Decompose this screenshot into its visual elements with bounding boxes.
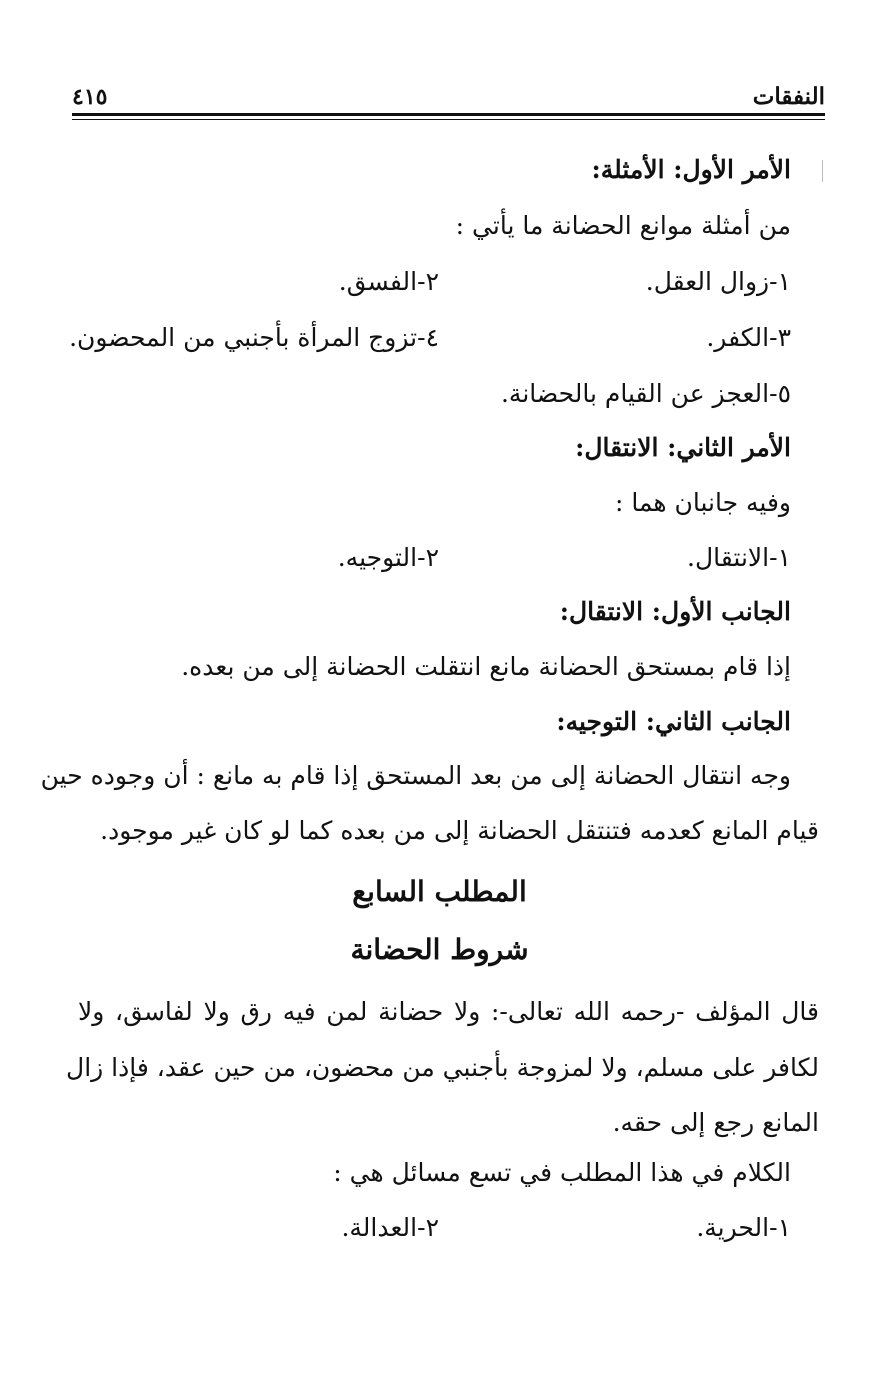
heading-second-aspect: الجانب الثاني: التوجيه:: [556, 707, 791, 736]
paragraph-reason-line-2: قيام المانع كعدمه فتنتقل الحضانة إلى من بعده كما لو كان غير موجود.: [100, 816, 819, 845]
list-item-5: ٥-العجز عن القيام بالحضانة.: [500, 379, 791, 408]
aspect-item-1: ١-الانتقال.: [687, 543, 791, 572]
paragraph-transfer: إذا قام بمستحق الحضانة مانع انتقلت الحضانة إلى من بعده.: [181, 652, 791, 681]
page-number: ٤١٥: [72, 84, 108, 110]
heading-first-aspect: الجانب الأول: الانتقال:: [559, 597, 791, 626]
list-item-2: ٢-الفسق.: [338, 267, 439, 296]
quote-line-2: لكافر على مسلم، ولا لمزوجة بأجنبي من محضون، من حين عقد، فإذا زال: [66, 1053, 819, 1082]
quote-line-3: المانع رجع إلى حقه.: [612, 1108, 819, 1137]
chapter-title: النفقات: [752, 83, 825, 110]
paragraph-reason-line-1: وجه انتقال الحضانة إلى من بعد المستحق إذا قام به مانع : أن وجوده حين: [40, 761, 791, 790]
margin-mark: [822, 160, 823, 182]
list-item-4: ٤-تزوج المرأة بأجنبي من المحضون.: [69, 323, 439, 352]
paragraph-examples-intro: من أمثلة موانع الحضانة ما يأتي :: [455, 211, 791, 240]
list-item-3: ٣-الكفر.: [706, 323, 791, 352]
paragraph-two-aspects: وفيه جانبان هما :: [614, 488, 791, 517]
paragraph-nine-issues: الكلام في هذا المطلب في تسع مسائل هي :: [333, 1158, 791, 1187]
section-title: المطلب السابع: [352, 875, 527, 908]
issue-item-2: ٢-العدالة.: [341, 1213, 439, 1242]
running-header: [72, 78, 825, 110]
list-item-1: ١-زوال العقل.: [645, 267, 791, 296]
header-rule-thick: [72, 113, 825, 116]
issue-item-1: ١-الحرية.: [696, 1213, 791, 1242]
aspect-item-2: ٢-التوجيه.: [337, 543, 439, 572]
heading-first-matter: الأمر الأول: الأمثلة:: [591, 155, 791, 184]
heading-second-matter: الأمر الثاني: الانتقال:: [575, 433, 791, 462]
quote-line-1: قال المؤلف -رحمه الله تعالى-: ولا حضانة لمن فيه رق ولا لفاسق، ولا: [78, 997, 819, 1026]
header-rule-thin: [72, 119, 825, 120]
section-subtitle: شروط الحضانة: [350, 933, 529, 966]
